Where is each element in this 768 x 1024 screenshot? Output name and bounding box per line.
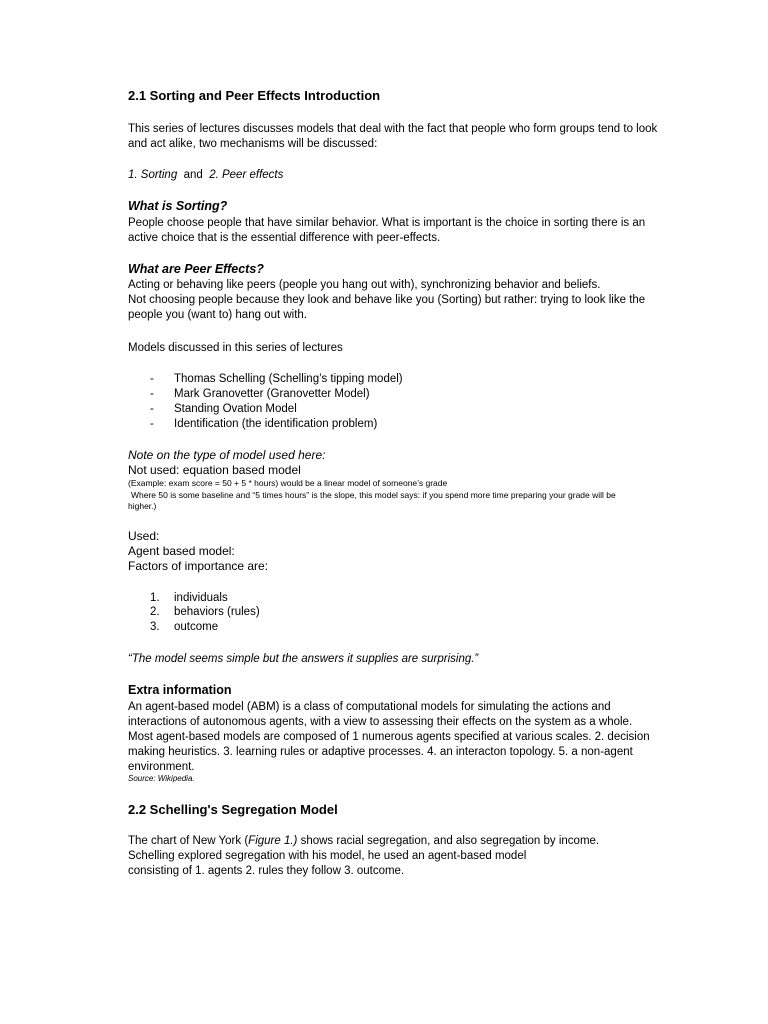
mechanisms-line	[128, 168, 283, 183]
extra-heading: Extra information	[128, 683, 232, 697]
sorting-heading: What is Sorting?	[128, 199, 228, 213]
note-heading: Note on the type of model used here:	[128, 448, 326, 462]
paragraph-line: active choice that is the essential difference with peer-effects.	[128, 232, 441, 244]
paragraph-line: consisting of 1. agents 2. rules they follow 3. outcome.	[128, 865, 405, 877]
paragraph-line: Acting or behaving like peers (people you hang out with), synchronizing behavior and beliefs.	[128, 279, 601, 291]
section-title: 2.1 Sorting and Peer Effects Introduction	[128, 88, 381, 103]
paragraph-line: interactions of autonomous agents, with a view to assessing their effects on the system as a whole.	[128, 716, 633, 728]
example-line: Where 50 is some baseline and “5 times hours” is the slope, this model says: if you spend more time preparing your grade will be	[131, 490, 616, 500]
list-number: 3.	[150, 621, 160, 633]
example-line: higher.)	[128, 501, 157, 511]
mechanism-and: and	[183, 169, 203, 181]
not-used-line: Not used: equation based model	[128, 463, 301, 477]
paragraph-line: Not choosing people because they look and behave like you (Sorting) but rather: trying to look like the	[128, 294, 646, 306]
list-number: 2.	[150, 606, 160, 618]
list-item: - Mark Granovetter (Granovetter Model)	[150, 388, 370, 400]
list-dash: -	[150, 388, 154, 400]
paragraph-line: environment.	[128, 761, 195, 773]
example-line: (Example: exam score = 50 + 5 * hours) would be a linear model of someone’s grade	[128, 478, 448, 488]
mechanism-peer-effects: 2. Peer effects	[209, 169, 284, 181]
paragraph-line: An agent-based model (ABM) is a class of computational models for simulating the actions and	[128, 701, 611, 713]
models-intro: Models discussed in this series of lectures	[128, 342, 343, 354]
list-dash: -	[150, 403, 154, 415]
used-line: Used:	[128, 529, 160, 543]
quote: “The model seems simple but the answers it supplies are surprising.”	[128, 653, 479, 665]
paragraph-line: and act alike, two mechanisms will be discussed:	[128, 138, 378, 150]
paragraph-line: This series of lectures discusses models that deal with the fact that people who form groups tend to look	[128, 123, 658, 135]
list-item: 2. behaviors (rules)	[150, 606, 260, 618]
list-item: - Standing Ovation Model	[150, 403, 297, 415]
agent-based-line: Agent based model:	[128, 544, 235, 558]
paragraph-line: People choose people that have similar behavior. What is important is the choice in sorting there is an	[128, 217, 646, 229]
list-dash: -	[150, 373, 154, 385]
list-dash: -	[150, 418, 154, 430]
paragraph-line: Schelling explored segregation with his model, he used an agent-based model	[128, 850, 527, 862]
section-title: 2.2 Schelling's Segregation Model	[128, 802, 338, 817]
paragraph-line: making heuristics. 3. learning rules or adaptive processes. 4. an interacton topology. 5. a non-agent	[128, 746, 633, 758]
paragraph-line: The chart of New York (Figure 1.) shows racial segregation, and also segregation by income.	[128, 835, 600, 847]
list-item: - Identification (the identification problem)	[150, 418, 378, 430]
figure-reference: Figure 1.)	[248, 835, 298, 847]
factors-line: Factors of importance are:	[128, 559, 269, 573]
paragraph-line: people you (want to) hang out with.	[128, 309, 308, 321]
list-item: 3. outcome	[150, 621, 219, 633]
peer-effects-heading: What are Peer Effects?	[128, 262, 264, 276]
list-item: 1. individuals	[150, 592, 228, 604]
paragraph-line: Most agent-based models are composed of 1 numerous agents specified at various scales. 2. decision	[128, 731, 650, 743]
list-item: - Thomas Schelling (Schelling’s tipping model)	[150, 373, 403, 385]
source-note: Source: Wikipedia.	[128, 774, 195, 783]
mechanism-sorting: 1. Sorting	[128, 169, 178, 181]
list-number: 1.	[150, 592, 160, 604]
